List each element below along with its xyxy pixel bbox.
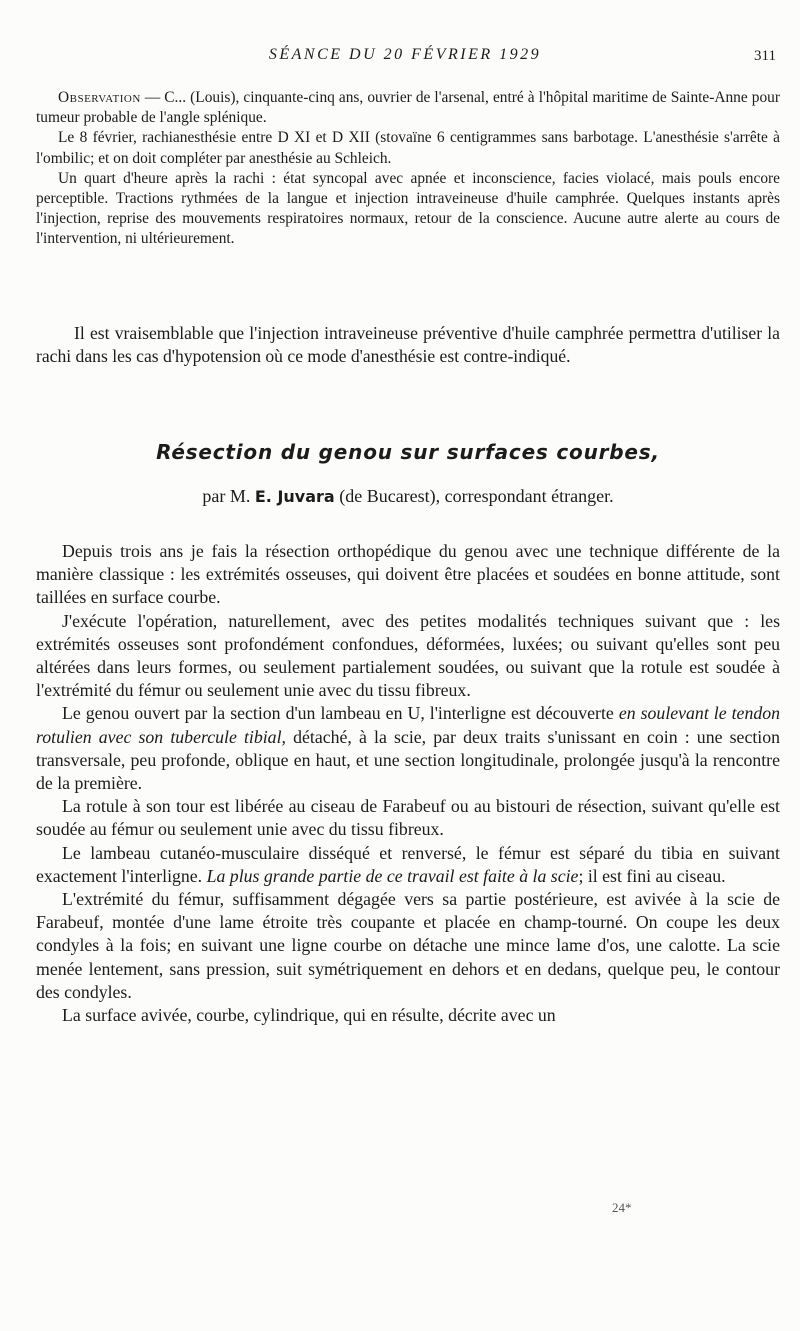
article-byline	[36, 486, 780, 507]
body-paragraph-5-text-b: ; il est fini au ciseau.	[578, 865, 726, 886]
body-paragraph-5-italic: La plus grande partie de ce travail est faite à la scie	[206, 865, 579, 886]
observation-text-1: — C... (Louis), cinquante-cinq ans, ouvrier de l'arsenal, entré à l'hôpital maritime de Sainte-Anne pour tumeur probable de l'angle splénique.	[36, 89, 780, 127]
byline-author: E. Juvara	[254, 487, 335, 506]
conclusion-paragraph: Il est vraisemblable que l'injection intraveineuse préventive d'huile camphrée permettra d'utiliser la rachi dans les cas d'hypotension où ce mode d'anesthésie est contre-indiqué.	[36, 323, 780, 367]
body-paragraph-3-italic: en soulevant le tendon rotulien avec son tubercule tibial,	[36, 703, 781, 747]
signature-mark: 24*	[612, 1200, 632, 1215]
body-paragraph-3-text-b: détaché, à la scie, par deux traits s'unissant en coin : une section transversale, peu profonde, oblique en haut, et une section longitudinale, prolongée jusqu'à la rencontre de la première.	[36, 726, 780, 794]
body-paragraph-5	[36, 842, 780, 888]
body-paragraph-2: J'exécute l'opération, naturellement, avec des petites modalités techniques suivant que : les extrémités osseuses sont profondément confondues, déformées, luxées; ou suivant qu'elles sont peu altérées dans leurs formes, ou seulement partialement soudées, ou suivant que la rotule est soudée à l'extrémité du fémur ou seulement unie avec du tissu fibreux.	[36, 610, 780, 701]
body-paragraph-4: La rotule à son tour est libérée au ciseau de Farabeuf ou au bistouri de résection, suivant qu'elle est soudée au fémur ou seulement unie avec du tissu fibreux.	[36, 796, 780, 840]
body-paragraph-6: L'extrémité du fémur, suffisamment dégagée vers sa partie postérieure, est avivée à la scie de Farabeuf, montée d'une lame étroite très coupante et placée en champ-tourné. On coupe les deux condyles à la fois; en suivant une ligne courbe on détache une mince lame d'os, une calotte. La scie menée lentement, sans pression, suit symétriquement en dehors et en dedans, quelque peu, le contour des condyles.	[36, 889, 780, 1002]
byline-prefix: par M.	[202, 486, 255, 506]
observation-label: Observation	[58, 89, 141, 106]
running-head: SÉANCE DU 20 FÉVRIER 1929	[268, 46, 542, 63]
page-number: 311	[754, 48, 776, 64]
byline-suffix: (de Bucarest), correspondant étranger.	[334, 486, 614, 506]
body-paragraph-1: Depuis trois ans je fais la résection orthopédique du genou avec une technique différente de la manière classique : les extrémités osseuses, qui doivent être placées et soudées en bonne attitude, sont taillées en surface courbe.	[36, 541, 780, 608]
observation-paragraph-3: Un quart d'heure après la rachi : état syncopal avec apnée et inconscience, facies violacé, mais pouls encore perceptible. Tractions rythmées de la langue et injection intraveineuse d'huile camphrée. Quelques instants après l'injection, reprise des mouvements respiratoires normaux, retour de la conscience. Aucune autre alerte au cours de l'intervention, ni ultérieurement.	[36, 169, 780, 248]
observation-paragraph-2: Le 8 février, rachianesthésie entre D XI et D XII (stovaïne 6 centigrammes sans barbotage. L'anesthésie s'arrête à l'ombilic; et on doit compléter par anesthésie au Schleich.	[36, 129, 780, 167]
conclusion-section	[36, 322, 780, 369]
page-header	[34, 40, 776, 70]
body-paragraph-7: La surface avivée, courbe, cylindrique, qui en résulte, décrite avec un	[62, 1005, 556, 1026]
body-paragraph-5-text-a: Le lambeau cutanéo-musculaire disséqué et renversé, le fémur est séparé du tibia en suivant exactement l'interligne.	[36, 842, 780, 886]
body-paragraph-3-text-a: Le genou ouvert par la section d'un lambeau en U, l'interligne est découverte	[62, 703, 619, 724]
observation-paragraph-1	[36, 88, 780, 128]
article-title: Résection du genou sur surfaces courbes,	[156, 440, 660, 464]
body-paragraph-3	[36, 702, 780, 795]
observation-section	[36, 88, 780, 250]
article-body	[36, 540, 780, 1027]
